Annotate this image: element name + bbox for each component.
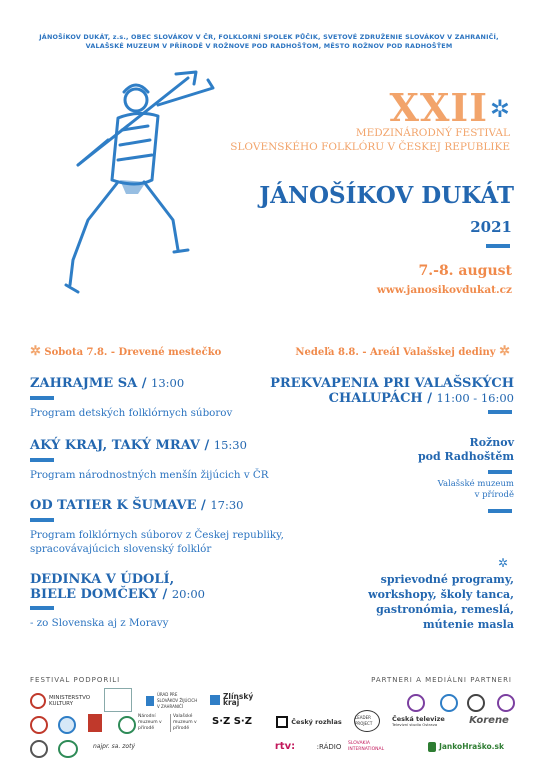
divider-bar	[30, 518, 54, 522]
museum-name	[438, 479, 514, 501]
shield-icon	[146, 696, 154, 706]
region-logo	[210, 692, 272, 708]
museum1-logo: Národní muzeum v přírodě	[138, 714, 162, 731]
office-text: ÚRAD PRE SLOVÁKOV ŽIJÚCICH V ZAHRANIČÍ	[157, 692, 198, 709]
event-description: Program folklórnych súborov z Českej republiky, spracovávajúcich slovenský folklór	[30, 529, 284, 555]
extras-item: mútenie masla	[423, 618, 514, 631]
ministry-icon	[30, 693, 46, 709]
leader-logo: LEADER PROJECT	[354, 710, 380, 732]
ministry-text: MINISTERSTVO KULTURY	[49, 695, 91, 707]
flower-icon: ✲	[30, 344, 41, 359]
partner-circle-logo	[30, 716, 48, 734]
extras-list	[368, 572, 514, 632]
supporters-heading: FESTIVAL PODPORILI	[30, 676, 121, 684]
janko-logo	[420, 740, 512, 754]
festival-year: 2021	[470, 218, 512, 236]
festival-subtitle	[180, 126, 510, 154]
festival-dates: 7.-8. august	[418, 263, 512, 279]
rtv-logo: rtv:	[274, 741, 296, 752]
ministry-logo	[30, 692, 90, 710]
rozhlas-icon	[276, 716, 288, 728]
event-time: 20:00	[171, 587, 205, 601]
partner-circle-logo	[58, 716, 76, 734]
partner-circle-logo	[407, 694, 425, 712]
subtitle-line-1: MEDZINÁRODNÝ FESTIVAL	[355, 127, 510, 139]
flower-icon: ✲	[499, 344, 510, 359]
event-name-line-2: BIELE DOMČEKY	[30, 587, 159, 602]
szsz-logo: S·Z S·Z	[212, 716, 252, 727]
event-name: OD TATIER K ŠUMAVE	[30, 498, 197, 513]
partners-heading: PARTNERI A MEDIÁLNI PARTNERI	[371, 676, 512, 684]
event-name-line-1: DEDINKA V ÚDOLÍ,	[30, 572, 175, 587]
venue-line-2: pod Radhoštěm	[417, 450, 514, 463]
partner-circle-logo	[30, 740, 48, 758]
radio-logo: :RÁDIO	[316, 743, 342, 751]
partner-circle-logo	[58, 740, 78, 758]
divider-bar	[30, 458, 54, 462]
event-name: AKÝ KRAJ, TAKÝ MRAV	[30, 438, 200, 453]
event-time: 17:30	[210, 498, 244, 512]
event-title: ZAHRAJME SA / 13:00	[30, 376, 185, 391]
sunday-event-title: PREKVAPENIA PRI VALAŠSKÝCH CHALUPÁCH / 11:00 - 16:00	[270, 376, 514, 406]
event-name: ZAHRAJME SA	[30, 376, 138, 391]
website-link[interactable]: www.janosikovdukat.cz	[376, 284, 512, 296]
rozhlas-logo	[276, 714, 342, 730]
venue-location	[418, 436, 514, 464]
sunday-title-line-1: PREKVAPENIA PRI VALAŠSKÝCH	[270, 376, 514, 391]
region-icon	[210, 695, 220, 705]
partner-circle-logo	[497, 694, 515, 712]
divider-bar	[30, 606, 54, 610]
janko-text: JankoHraško.sk	[439, 742, 504, 751]
ct-text: Česká televize	[392, 715, 445, 723]
museum-line-2: v přírodě	[474, 490, 514, 500]
rozhlas-text: Český rozhlas	[291, 718, 342, 726]
sunday-time: 11:00 - 16:00	[436, 391, 514, 405]
rsi-logo: SLOVAKIA INTERNATIONAL	[348, 741, 385, 752]
sunday-heading-text: Nedeľa 8.8. - Areál Valašskej dediny	[295, 347, 496, 358]
dancer-illustration	[48, 70, 223, 300]
divider-bar	[488, 509, 512, 513]
event-title: DEDINKA V ÚDOLÍ, BIELE DOMČEKY / 20:00	[30, 572, 205, 602]
festival-name: JÁNOŠÍKOV DUKÁT	[259, 182, 514, 209]
museum2-logo: Valašské muzeum v přírodě	[170, 714, 201, 732]
flower-icon: ✲	[497, 556, 508, 570]
ct-logo	[392, 712, 454, 732]
partner-circle-logo	[467, 694, 485, 712]
extras-item: gastronómia, remeslá,	[376, 603, 514, 616]
subtitle-line-2: SLOVENSKÉHO FOLKLÓRU V ČESKEJ REPUBLIKE	[230, 141, 510, 153]
organizers-line: JÁNOŠÍKOV DUKÁT, z.s., OBEC SLOVÁKOV V ČR, FOLKLORNÍ SPOLEK PŮČIK, SVETOVÉ ZDRUŽENIE SLOVÁKOV V ZAHRANIČÍ, VALAŠSKÉ MUZEUM V PŘÍRODĚ V ROŽNOVE POD RADHOŠŤOM, MĚSTO ROŽNOV POD RADHOŠŤEM	[39, 33, 499, 50]
museum-line-1: Valašské muzeum	[437, 479, 514, 489]
sunday-heading	[295, 344, 510, 359]
janko-icon	[428, 742, 436, 752]
divider-bar	[486, 244, 510, 248]
extras-item: workshopy, školy tanca,	[368, 588, 514, 601]
office-logo	[146, 692, 200, 710]
event-time: 15:30	[213, 438, 247, 452]
ct-subtext: Televizní studio Ostrava	[392, 722, 438, 727]
region-text: Zlínský kraj	[222, 692, 254, 707]
event-description: - zo Slovenska aj z Moravy	[30, 617, 169, 629]
sunday-title-line-2: CHALUPÁCH	[328, 391, 423, 406]
divider-bar	[488, 470, 512, 474]
saturday-heading-text: Sobota 7.8. - Drevené mestečko	[44, 347, 222, 358]
partner-circle-logo	[440, 694, 458, 712]
divider-bar	[488, 410, 512, 414]
venue-line-1: Rožnov	[469, 436, 514, 449]
event-title: OD TATIER K ŠUMAVE / 17:30	[30, 498, 244, 513]
saturday-heading	[30, 344, 221, 359]
edition-number: XXII	[389, 85, 488, 130]
divider-bar	[30, 396, 54, 400]
event-title: AKÝ KRAJ, TAKÝ MRAV / 15:30	[30, 438, 247, 453]
event-time: 13:00	[151, 376, 185, 390]
event-description: Program detských folklórnych súborov	[30, 407, 233, 419]
coat-of-arms-logo	[88, 714, 102, 732]
extras-item: sprievodné programy,	[380, 573, 514, 586]
event-description: Program národnostných menšín žijúcich v ČR	[30, 469, 269, 481]
flower-icon: ✲	[489, 95, 510, 123]
emblem-logo	[104, 688, 132, 712]
partner-circle-logo	[118, 716, 136, 734]
signature-logo: najpr. sa. zotý	[92, 743, 136, 750]
korene-logo: Korene	[469, 715, 509, 726]
